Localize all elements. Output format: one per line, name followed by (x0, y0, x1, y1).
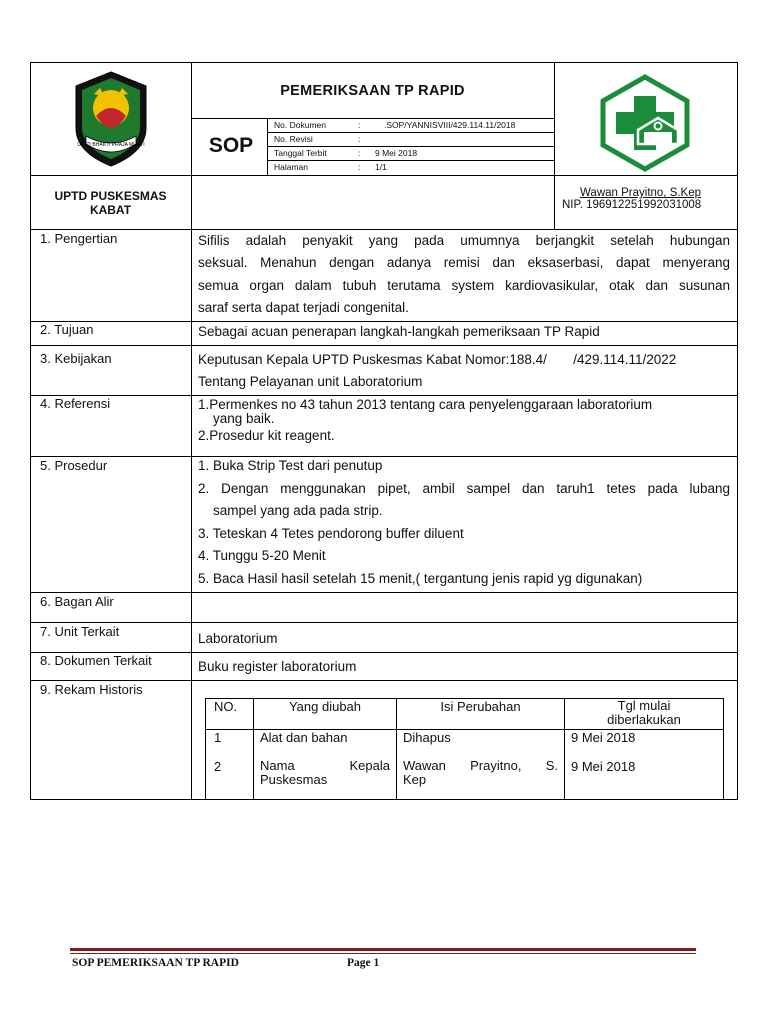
puskesmas-logo (596, 74, 694, 172)
history-header-row (206, 699, 724, 730)
meta-row-line (267, 132, 554, 133)
dokumen-terkait-text: Buku register laboratorium (198, 659, 357, 674)
referensi-line: 2.Prosedur kit reagent. (198, 428, 335, 443)
history-row-changed-cont: Puskesmas (260, 772, 328, 787)
signer-nip: NIP. 196912251992031008 (562, 199, 702, 211)
history-header-content: Isi Perubahan (397, 699, 565, 730)
history-content-cell (397, 730, 565, 800)
row-line (30, 680, 738, 681)
pengertian-line: Sifilis adalah penyakit yang pada umumnya berjangkit setelah hubungan (198, 233, 730, 248)
pengertian-line: semua organ dalam tubuh terutama system kardiovasikular, otak dan susunan (198, 278, 730, 293)
prosedur-step: 3. Teteskan 4 Tetes pendorong buffer diluent (198, 526, 464, 541)
meta-value-document-number: .SOP/YANNISVIII/429.114.11/2018 (384, 120, 516, 130)
history-row-date: 9 Mei 2018 (571, 759, 636, 774)
footer-title: SOP PEMERIKSAAN TP RAPID (72, 957, 239, 969)
section-label-kebijakan: 3. Kebijakan (40, 351, 112, 366)
unit-name-line1: UPTD PUSKESMAS (54, 189, 167, 203)
history-header-changed: Yang diubah (254, 699, 397, 730)
title-divider (191, 118, 554, 119)
header-divider (30, 175, 738, 176)
section-label-prosedur: 5. Prosedur (40, 458, 108, 473)
prosedur-step: 2. Dengan menggunakan pipet, ambil sampel dan taruh1 tetes pada lubang (198, 481, 730, 496)
section-label-referensi: 4. Referensi (40, 396, 111, 411)
row-line (30, 345, 738, 346)
section-label-dokumen-terkait: 8. Dokumen Terkait (40, 653, 152, 668)
history-row-date: 9 Mei 2018 (571, 730, 636, 745)
history-header-no: NO. (206, 699, 254, 730)
footer-rule-thin (70, 953, 696, 954)
prosedur-step: 4. Tunggu 5-20 Menit (198, 548, 326, 563)
meta-label-revision: No. Revisi (274, 134, 313, 144)
meta-label-page: Halaman (274, 162, 309, 172)
meta-value-issue-date: 9 Mei 2018 (375, 148, 418, 158)
col-divider-right (554, 62, 555, 229)
sop-label: SOP (208, 134, 254, 157)
unit-terkait-text: Laboratorium (198, 631, 278, 646)
history-row-content-cont: Kep (403, 772, 427, 787)
section-label-bagan-alir: 6. Bagan Alir (40, 594, 114, 609)
emblem-motto: UPTD BHAKTI PRAJA MUKTI (77, 142, 145, 148)
history-changed-cell (254, 730, 397, 800)
row-line (30, 395, 738, 396)
meta-row-line (267, 146, 554, 147)
signer-name: Wawan Prayitno, S.Kep (580, 187, 702, 199)
meta-label-document-number: No. Dokumen (274, 120, 326, 130)
section-label-tujuan: 2. Tujuan (40, 322, 94, 337)
history-no-cell (206, 730, 254, 800)
section-label-rekam-historis: 9. Rekam Historis (40, 682, 143, 697)
history-header-date-line2: diberlakukan (607, 712, 681, 727)
history-header-date-line1: Tgl mulai (617, 698, 671, 713)
tujuan-text: Sebagai acuan penerapan langkah-langkah pemeriksaan TP Rapid (198, 324, 600, 339)
row-line (30, 622, 738, 623)
history-row-no: 1 (214, 730, 222, 745)
meta-label-issue-date: Tanggal Terbit (274, 148, 327, 158)
meta-separator: : (358, 120, 361, 130)
col-divider-left (191, 62, 192, 800)
pengertian-line: seksual. Menahun dengan adanya remisi dan eksaserbasi, dapat menyerang (198, 255, 730, 270)
row-line (30, 592, 738, 593)
history-table (205, 698, 724, 800)
meta-separator: : (358, 162, 361, 172)
section-label-pengertian: 1. Pengertian (40, 231, 118, 246)
meta-value-page: 1/1 (375, 162, 387, 172)
referensi-line: 1.Permenkes no 43 tahun 2013 tentang cara penyelenggaraan laboratorium (198, 397, 653, 412)
history-row-no: 2 (214, 759, 222, 774)
footer-page-number: Page 1 (347, 957, 380, 969)
footer-rule (70, 948, 696, 951)
prosedur-step: 5. Baca Hasil hasil setelah 15 menit,( tergantung jenis rapid yg digunakan) (198, 571, 643, 586)
kebijakan-line: Keputusan Kepala UPTD Puskesmas Kabat Nomor:188.4/ /429.114.11/2022 (198, 352, 677, 367)
unit-name-line2: KABAT (89, 203, 132, 217)
history-row-changed: Alat dan bahan (260, 730, 348, 745)
history-row-changed: Nama Kepala (260, 758, 390, 773)
section-label-unit-terkait: 7. Unit Terkait (40, 624, 120, 639)
history-header-date (565, 699, 724, 730)
meta-row-line (267, 160, 554, 161)
meta-separator: : (358, 134, 361, 144)
kebijakan-line: Tentang Pelayanan unit Laboratorium (198, 374, 423, 389)
history-row-content: Dihapus (403, 730, 451, 745)
document-title: PEMERIKSAAN TP RAPID (280, 83, 465, 99)
table-row (206, 730, 724, 800)
referensi-line: yang baik. (213, 411, 275, 426)
pengertian-line: saraf serta dapat terjadi congenital. (198, 300, 409, 315)
regency-emblem-logo (70, 70, 152, 168)
prosedur-step: sampel yang ada pada strip. (213, 503, 383, 518)
prosedur-step: 1. Buka Strip Test dari penutup (198, 458, 383, 473)
meta-separator: : (358, 148, 361, 158)
history-row-content: Wawan Prayitno, S. (403, 758, 558, 773)
history-date-cell (565, 730, 724, 800)
